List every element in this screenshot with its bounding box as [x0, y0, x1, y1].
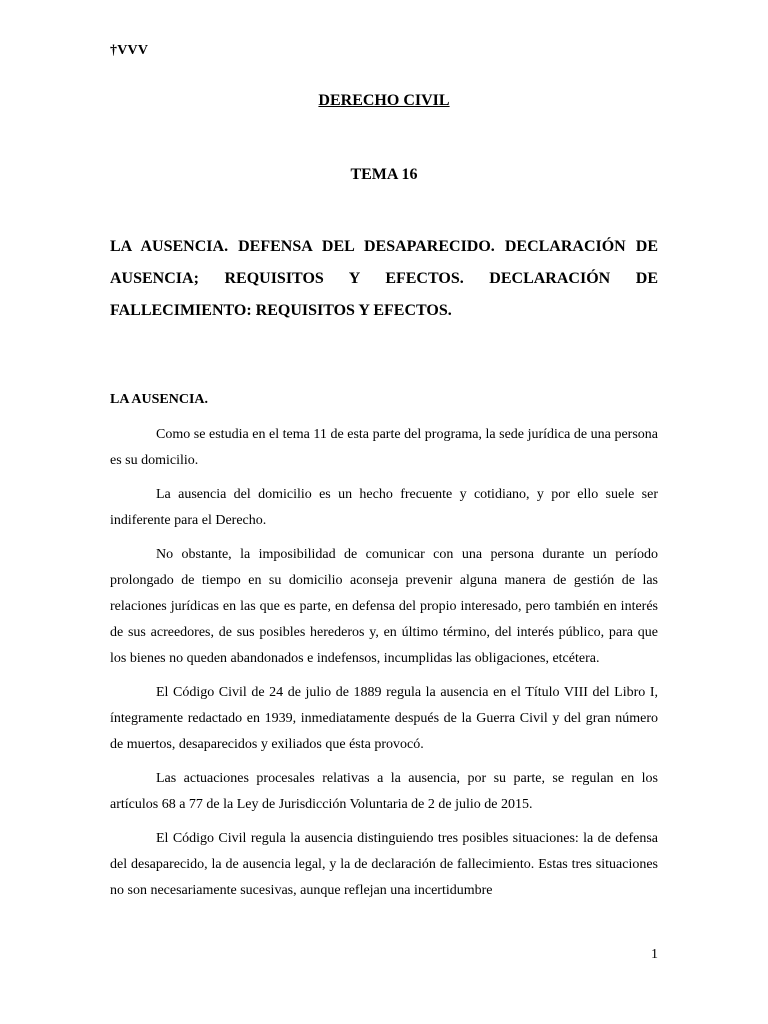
paragraph: Como se estudia en el tema 11 de esta parte del programa, la sede jurídica de una persona es su domicilio. — [110, 427, 658, 468]
body-text — [110, 422, 658, 912]
paragraph: El Código Civil de 24 de julio de 1889 regula la ausencia en el Título VIII del Libro I, íntegramente redactado en 1939, inmediatamente después de la Guerra Civil y del gran número de muertos, desaparecidos y exiliados que ésta provocó. — [110, 685, 658, 752]
paragraph: No obstante, la imposibilidad de comunicar con una persona durante un período prolongado de tiempo en su domicilio aconseja prevenir alguna manera de gestión de las relaciones jurídicas en las que es parte, en defensa del propio interesado, pero también en interés de sus acreedores, de sus posibles herederos y, en último término, del interés público, para que los bienes no queden abandonados e indefensos, incumplidas las obligaciones, etcétera. — [110, 547, 658, 666]
paragraph: El Código Civil regula la ausencia distinguiendo tres posibles situaciones: la de defensa del desaparecido, la de ausencia legal, y la de declaración de fallecimiento. Estas tres situaciones no son necesariamente sucesivas, aunque reflejan una incertidumbre — [110, 831, 658, 898]
paragraph: La ausencia del domicilio es un hecho frecuente y cotidiano, y por ello suele ser indiferente para el Derecho. — [110, 487, 658, 528]
paragraph: Las actuaciones procesales relativas a la ausencia, por su parte, se regulan en los artículos 68 a 77 de la Ley de Jurisdicción Voluntaria de 2 de julio de 2015. — [110, 771, 658, 812]
header-mark: †VVV — [110, 43, 149, 58]
page-number: 1 — [651, 947, 658, 962]
document-title: DERECHO CIVIL — [318, 92, 450, 109]
topic-heading: LA AUSENCIA. DEFENSA DEL DESAPARECIDO. DECLARACIÓN DE AUSENCIA; REQUISITOS Y EFECTOS. DECLARACIÓN DE FALLECIMIENTO: REQUISITOS Y EFECTOS. — [110, 238, 658, 319]
section-heading: LA AUSENCIA. — [110, 392, 209, 407]
topic-number: TEMA 16 — [350, 166, 418, 183]
